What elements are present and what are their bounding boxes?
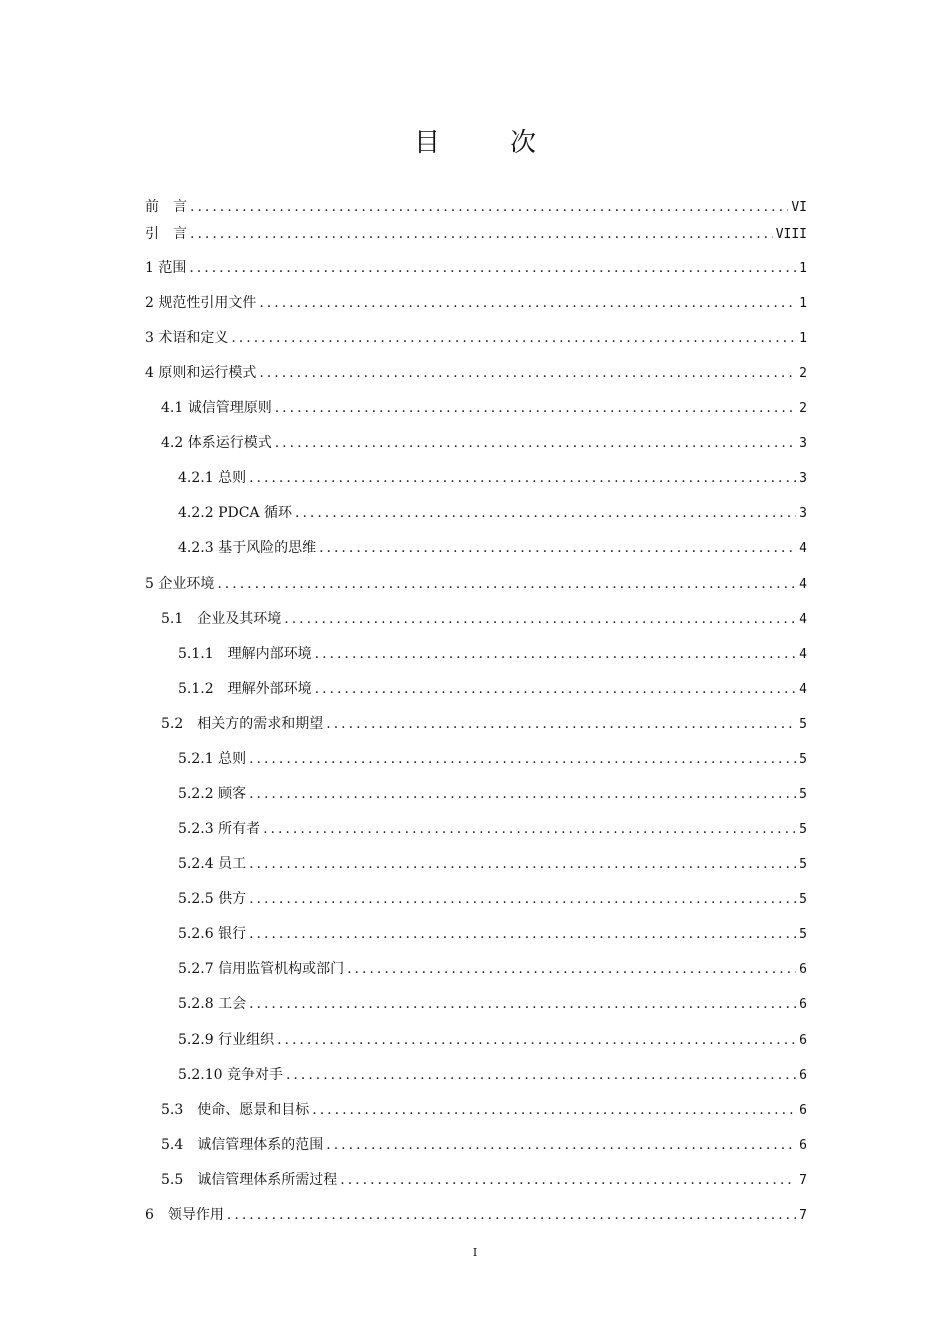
toc-entry-label: 4.2 体系运行模式 [161, 435, 272, 451]
toc-entry[interactable] [145, 223, 807, 245]
toc-entry-page: VI [791, 200, 807, 215]
toc-entry-page: 6 [799, 1138, 807, 1153]
toc-entry-label: 5.2.1 总则 [178, 751, 247, 767]
toc-entry-page: VIII [775, 227, 807, 242]
toc-leader-dots [249, 993, 796, 1015]
toc-entry-page: 6 [799, 962, 807, 977]
toc-entry-label: 4.2.2 PDCA 循环 [178, 505, 292, 521]
toc-entry-page: 5 [799, 857, 807, 872]
toc-leader-dots [326, 1134, 796, 1156]
toc-leader-dots [249, 467, 796, 489]
toc-entry-label: 5.2.10 竞争对手 [178, 1067, 283, 1083]
toc-entry-label: 引 言 [145, 226, 187, 242]
toc-entry-label: 1 范围 [145, 260, 187, 276]
toc-entry-label: 5.1.2 理解外部环境 [178, 681, 312, 697]
toc-entry[interactable] [145, 748, 807, 770]
toc-entry[interactable] [145, 1169, 807, 1191]
toc-leader-dots [263, 818, 796, 840]
toc-entry-page: 1 [799, 261, 807, 276]
toc-entry-label: 前 言 [145, 199, 187, 215]
toc-entry-label: 4.2.3 基于风险的思维 [178, 540, 317, 556]
toc-entry-page: 5 [799, 927, 807, 942]
toc-leader-dots [286, 1064, 796, 1086]
toc-entry-page: 5 [799, 787, 807, 802]
toc-entry[interactable] [145, 608, 807, 630]
toc-entry-page: 2 [799, 401, 807, 416]
toc-leader-dots [249, 853, 796, 875]
toc-entry-page: 4 [799, 577, 807, 592]
toc-entry[interactable] [145, 196, 807, 218]
toc-leader-dots [217, 573, 796, 595]
toc-entry-label: 5.5 诚信管理体系所需过程 [161, 1172, 338, 1188]
toc-entry-page: 4 [799, 541, 807, 556]
toc-entry[interactable] [145, 1064, 807, 1086]
toc-entry[interactable] [145, 327, 807, 349]
toc-entry-label: 4 原则和运行模式 [145, 365, 257, 381]
toc-leader-dots [326, 713, 796, 735]
toc-entry-page: 5 [799, 752, 807, 767]
toc-entry-label: 5.2.7 信用监管机构或部门 [178, 961, 345, 977]
toc-leader-dots [189, 257, 796, 279]
toc-entry[interactable] [145, 432, 807, 454]
toc-entry-page: 6 [799, 1033, 807, 1048]
toc-entry-label: 5.1 企业及其环境 [161, 611, 282, 627]
toc-entry-label: 4.2.1 总则 [178, 470, 247, 486]
toc-leader-dots [315, 678, 797, 700]
toc-entry-label: 5.2.9 行业组织 [178, 1032, 275, 1048]
toc-entry[interactable] [145, 958, 807, 980]
toc-leader-dots [340, 1169, 796, 1191]
toc-entry[interactable] [145, 573, 807, 595]
toc-entry-label: 5.2.3 所有者 [178, 821, 261, 837]
toc-leader-dots [319, 537, 796, 559]
toc-entry[interactable] [145, 397, 807, 419]
toc-leader-dots [231, 327, 796, 349]
toc-entry-label: 5.2.4 员工 [178, 856, 247, 872]
toc-leader-dots [315, 643, 797, 665]
toc-leader-dots [249, 783, 796, 805]
toc-entry[interactable] [145, 713, 807, 735]
toc-entry-label: 5.1.1 理解内部环境 [178, 646, 312, 662]
toc-entry[interactable] [145, 888, 807, 910]
toc-entry-page: 3 [799, 436, 807, 451]
toc-entry[interactable] [145, 257, 807, 279]
toc-entry[interactable] [145, 537, 807, 559]
toc-leader-dots [259, 292, 796, 314]
toc-entry-label: 5.2 相关方的需求和期望 [161, 716, 324, 732]
toc-entry-page: 5 [799, 892, 807, 907]
toc-entry[interactable] [145, 467, 807, 489]
toc-leader-dots [295, 502, 796, 524]
toc-leader-dots [284, 608, 796, 630]
toc-entry[interactable] [145, 1099, 807, 1121]
toc-entry[interactable] [145, 362, 807, 384]
toc-entry-page: 5 [799, 717, 807, 732]
toc-entry[interactable] [145, 502, 807, 524]
toc-leader-dots [249, 888, 796, 910]
toc-entry-page: 7 [799, 1173, 807, 1188]
page-title: 目 次 [413, 128, 558, 158]
toc-entry-label: 5.2.5 供方 [178, 891, 247, 907]
toc-entry[interactable] [145, 993, 807, 1015]
toc-leader-dots [347, 958, 796, 980]
toc-entry-label: 4.1 诚信管理原则 [161, 400, 272, 416]
toc-entry[interactable] [145, 678, 807, 700]
toc-entry-page: 1 [799, 296, 807, 311]
toc-leader-dots [277, 1029, 796, 1051]
toc-entry-page: 4 [799, 682, 807, 697]
toc-entry[interactable] [145, 853, 807, 875]
toc-leader-dots [227, 1204, 796, 1226]
toc-entry[interactable] [145, 923, 807, 945]
toc-entry-page: 6 [799, 997, 807, 1012]
toc-entry-page: 6 [799, 1103, 807, 1118]
toc-entry-label: 5 企业环境 [145, 576, 215, 592]
toc-leader-dots [259, 362, 796, 384]
toc-entry-label: 2 规范性引用文件 [145, 295, 257, 311]
toc-leader-dots [190, 196, 788, 218]
toc-leader-dots [275, 432, 796, 454]
toc-entry[interactable] [145, 1134, 807, 1156]
toc-entry-label: 5.3 使命、愿景和目标 [161, 1102, 310, 1118]
toc-entry-label: 5.2.2 顾客 [178, 786, 247, 802]
toc-entry-page: 3 [799, 471, 807, 486]
toc-entry[interactable] [145, 818, 807, 840]
toc-entry-page: 4 [799, 612, 807, 627]
toc-entry-page: 3 [799, 506, 807, 521]
toc-entry[interactable] [145, 783, 807, 805]
toc-entry-page: 2 [799, 366, 807, 381]
toc-entry[interactable] [145, 1029, 807, 1051]
toc-leader-dots [275, 397, 796, 419]
toc-entry[interactable] [145, 1204, 807, 1226]
footer-page-number: I [472, 1246, 478, 1259]
toc-leader-dots [312, 1099, 796, 1121]
toc-entry-label: 5.2.6 银行 [178, 926, 247, 942]
toc-entry-page: 6 [799, 1068, 807, 1083]
toc-entry-page: 7 [799, 1208, 807, 1223]
toc-leader-dots [249, 748, 796, 770]
toc-entry-page: 4 [799, 647, 807, 662]
toc-leader-dots [190, 223, 773, 245]
toc-entry-page: 5 [799, 822, 807, 837]
toc-leader-dots [249, 923, 796, 945]
toc-entry[interactable] [145, 643, 807, 665]
toc-entry[interactable] [145, 292, 807, 314]
toc-entry-label: 6 领导作用 [145, 1207, 224, 1223]
toc-entry-page: 1 [799, 331, 807, 346]
toc-entry-label: 3 术语和定义 [145, 330, 229, 346]
toc-entry-label: 5.4 诚信管理体系的范围 [161, 1137, 324, 1153]
toc-entry-label: 5.2.8 工会 [178, 996, 247, 1012]
